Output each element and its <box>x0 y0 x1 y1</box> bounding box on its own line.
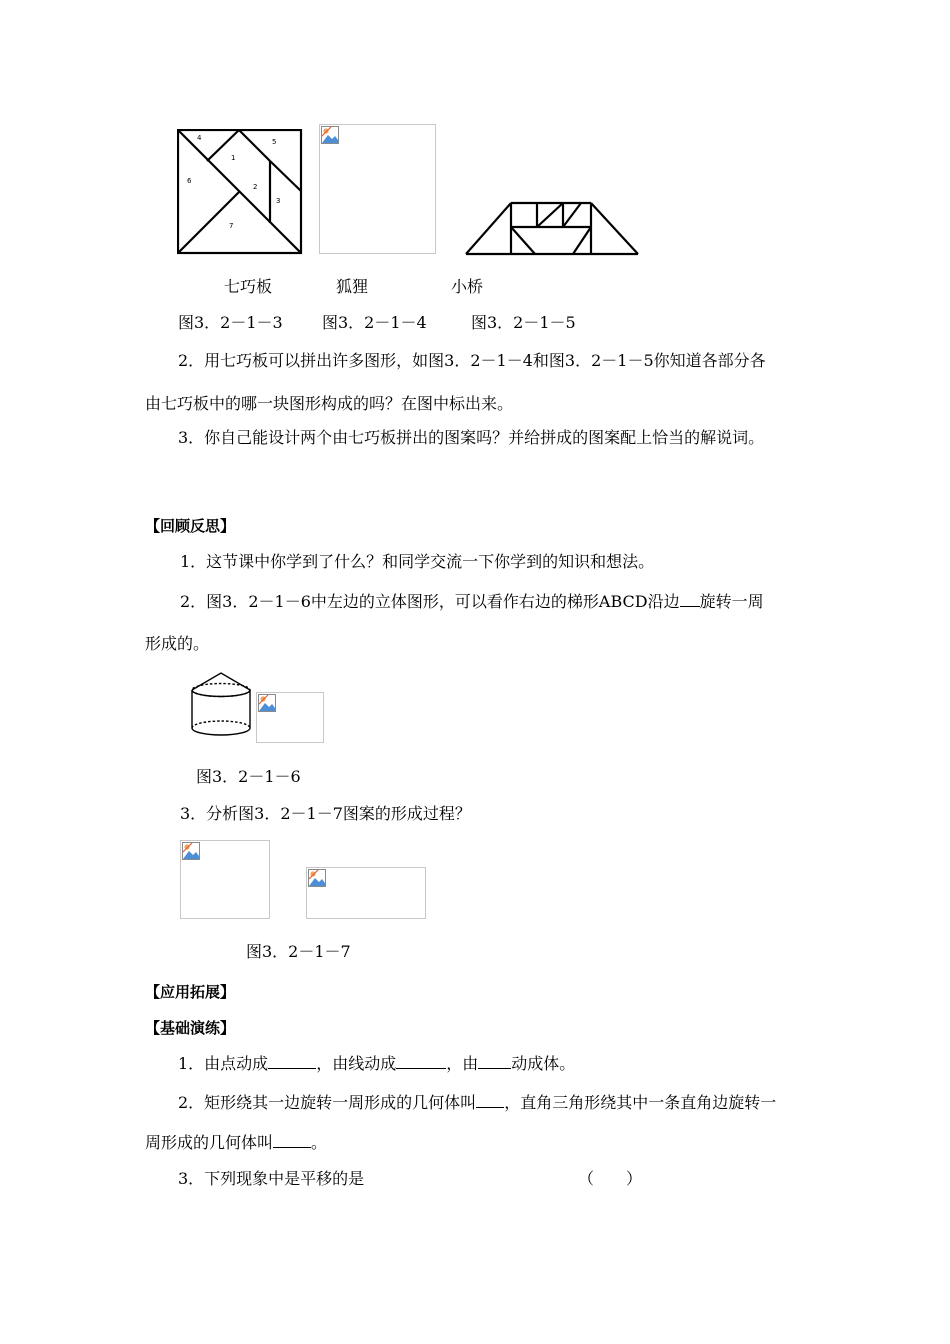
review-heading: 【回顾反思】 <box>145 517 236 535</box>
basic-q2-text-a: 2．矩形绕其一边旋转一周形成的几何体叫 <box>178 1093 477 1112</box>
basic-q1-text-b: ，由线动成 <box>316 1054 397 1073</box>
caption-fox: 狐狸 <box>336 277 369 296</box>
review-item-2-line-1 <box>180 592 764 612</box>
broken-image-icon <box>321 126 339 144</box>
tangram-number-4: 4 <box>197 134 202 142</box>
fig-label-3-2-1-6: 图3．2－1－6 <box>196 767 301 786</box>
cylinder-cone-figure <box>190 671 252 739</box>
fig-label-3-2-1-5: 图3．2－1－5 <box>471 313 576 332</box>
basic-heading: 【基础演练】 <box>145 1019 236 1037</box>
apply-heading: 【应用拓展】 <box>145 983 236 1001</box>
pattern-image-placeholder-2 <box>306 867 426 919</box>
answer-blank[interactable] <box>396 1054 446 1069</box>
question-3: 3．你自己能设计两个由七巧板拼出的图案吗？并给拼成的图案配上恰当的解说词。 <box>178 428 765 447</box>
answer-blank[interactable] <box>680 592 700 607</box>
broken-image-icon <box>258 694 276 712</box>
review-item-2-line-2: 形成的。 <box>145 634 210 653</box>
basic-question-2-line-2 <box>145 1133 327 1153</box>
fig-label-3-2-1-3: 图3．2－1－3 <box>178 313 283 332</box>
broken-image-icon <box>182 842 200 860</box>
fig-label-3-2-1-4: 图3．2－1－4 <box>322 313 427 332</box>
review-item-1: 1．这节课中你学到了什么？和同学交流一下你学到的知识和想法。 <box>180 552 655 571</box>
basic-question-3: 3．下列现象中是平移的是 <box>178 1169 365 1188</box>
fig-label-3-2-1-7: 图3．2－1－7 <box>246 942 351 961</box>
basic-q1-text-d: 动成体。 <box>511 1054 576 1073</box>
answer-blank[interactable] <box>478 1054 511 1069</box>
answer-blank[interactable] <box>268 1054 316 1069</box>
tangram-number-7: 7 <box>229 222 234 230</box>
basic-q2-text-d: 。 <box>311 1133 328 1152</box>
trapezoid-image-placeholder <box>256 692 324 743</box>
broken-image-icon <box>308 869 326 887</box>
basic-q2-text-c: 周形成的几何体叫 <box>145 1133 274 1152</box>
bridge-figure <box>463 200 643 258</box>
review-item-3: 3．分析图3．2－1－7图案的形成过程？ <box>180 804 471 823</box>
basic-q1-text-a: 1．由点动成 <box>178 1054 269 1073</box>
question-2-line-1: 2．用七巧板可以拼出许多图形，如图3．2－1－4和图3．2－1－5你知道各部分各 <box>178 351 766 370</box>
basic-q2-text-b: ，直角三角形绕其中一条直角边旋转一 <box>504 1093 777 1112</box>
answer-blank[interactable] <box>273 1133 311 1148</box>
review-item-2-text-a: 2．图3．2－1－6中左边的立体图形，可以看作右边的梯形ABCD沿边 <box>180 592 680 611</box>
tangram-figure <box>177 129 303 255</box>
answer-blank[interactable] <box>476 1093 504 1108</box>
answer-parentheses[interactable]: （ ） <box>578 1169 643 1188</box>
tangram-number-2: 2 <box>253 183 258 191</box>
fox-image-placeholder <box>319 124 436 254</box>
caption-tangram: 七巧板 <box>224 277 273 296</box>
tangram-number-5: 5 <box>272 138 277 146</box>
basic-question-1 <box>178 1054 575 1074</box>
basic-question-2-line-1 <box>178 1093 776 1113</box>
tangram-number-6: 6 <box>187 177 192 185</box>
caption-bridge: 小桥 <box>451 277 484 296</box>
question-2-line-2: 由七巧板中的哪一块图形构成的吗？在图中标出来。 <box>145 394 514 413</box>
pattern-image-placeholder-1 <box>180 840 270 919</box>
review-item-2-text-b: 旋转一周 <box>699 592 764 611</box>
basic-q1-text-c: ，由 <box>446 1054 479 1073</box>
tangram-number-3: 3 <box>276 197 281 205</box>
tangram-number-1: 1 <box>231 154 236 162</box>
